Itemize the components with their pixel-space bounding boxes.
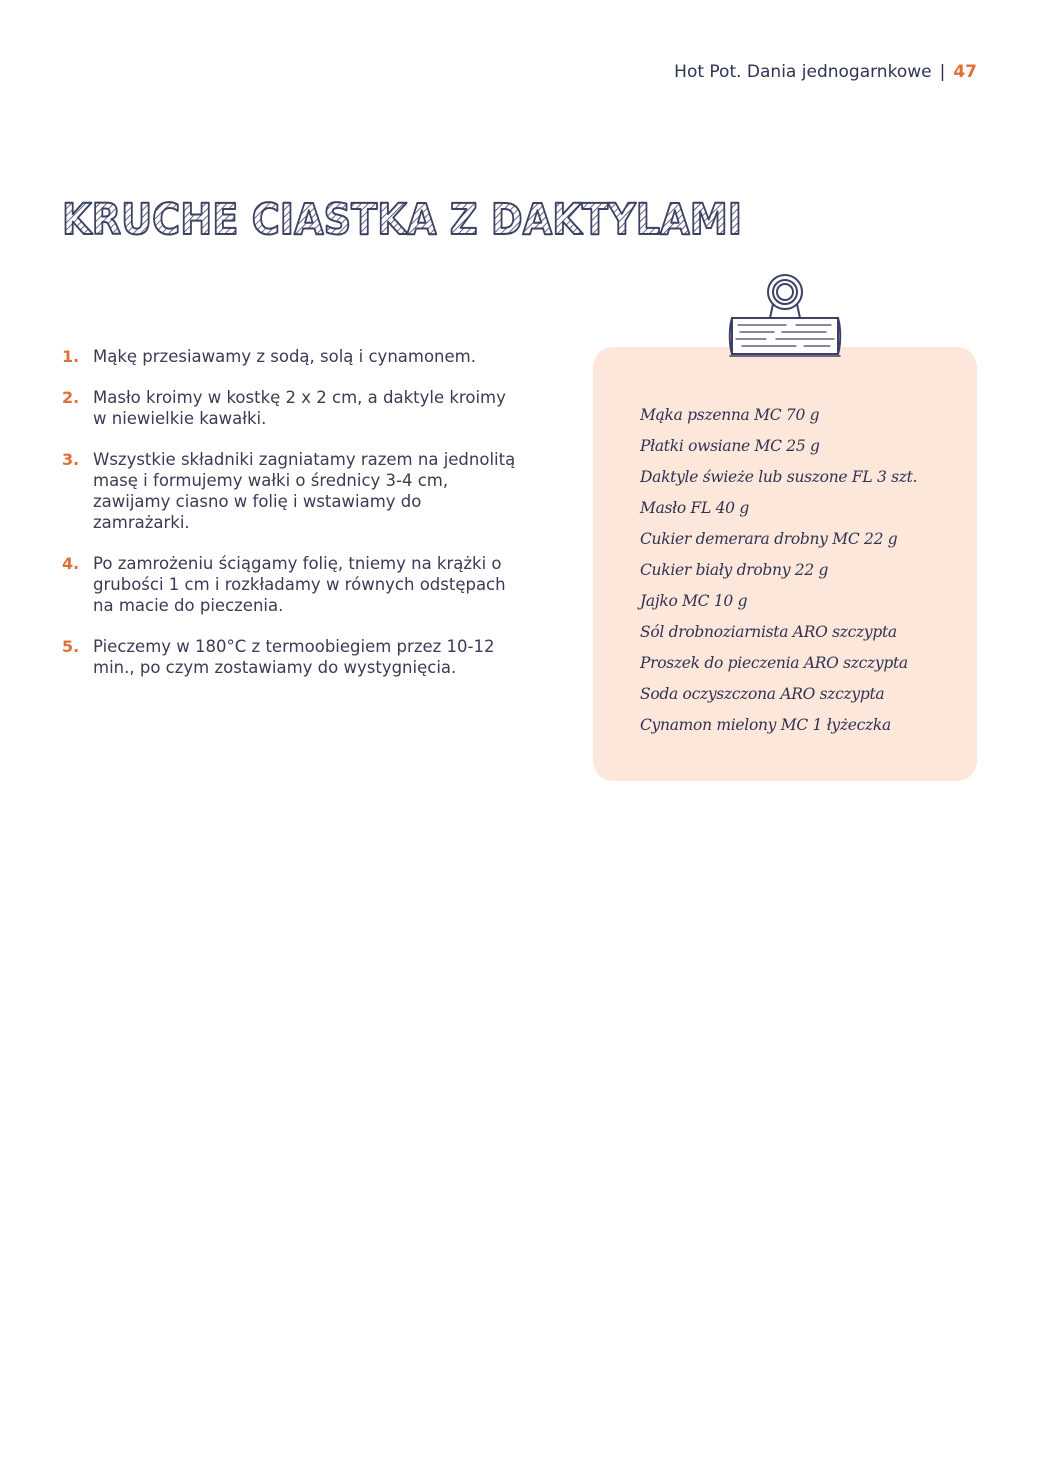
step-number: 2. — [62, 388, 80, 407]
step-item — [62, 449, 522, 533]
ingredient-item: Daktyle świeże lub suszone FL 3 szt. — [640, 468, 918, 486]
ingredient-item: Cukier demerara drobny MC 22 g — [640, 530, 898, 548]
ingredient-item: Proszek do pieczenia ARO szczypta — [640, 654, 908, 672]
ingredient-item: Płatki owsiane MC 25 g — [640, 437, 820, 455]
step-text: Po zamrożeniu ściągamy folię, tniemy na krążki o grubości 1 cm i rozkładamy w równych odstępach na macie do pieczenia. — [93, 554, 506, 615]
step-item — [62, 636, 522, 678]
book-title: Hot Pot. Dania jednogarnkowe — [674, 62, 932, 82]
step-text: Wszystkie składniki zagniatamy razem na jednolitą masę i formujemy wałki o średnicy 3-4 cm, zawijamy ciasno w folię i wstawiamy do zamrażarki. — [93, 450, 516, 532]
step-item — [62, 553, 522, 616]
step-number: 5. — [62, 637, 80, 656]
recipe-title — [60, 186, 780, 246]
recipe-title-text: KRUCHE CIASTKA Z DAKTYLAMI — [62, 195, 742, 245]
step-number: 4. — [62, 554, 80, 573]
step-text: Pieczemy w 180°C z termoobiegiem przez 10-12 min., po czym zostawiamy do wystygnięcia. — [93, 637, 495, 677]
ingredient-item: Mąka pszenna MC 70 g — [640, 406, 820, 424]
page-number: 47 — [953, 62, 977, 82]
step-item — [62, 346, 522, 367]
ingredient-item: Cynamon mielony MC 1 łyżeczka — [640, 716, 891, 734]
ingredient-item: Sól drobnoziarnista ARO szczypta — [640, 623, 897, 641]
ingredients-list — [640, 400, 960, 741]
binder-clip-icon — [726, 270, 844, 360]
step-item — [62, 387, 522, 429]
header-separator: | — [939, 62, 946, 82]
page-header — [674, 62, 977, 82]
step-text: Masło kroimy w kostkę 2 x 2 cm, a daktyle kroimy w niewielkie kawałki. — [93, 388, 506, 428]
steps-list — [62, 346, 522, 698]
ingredient-item: Cukier biały drobny 22 g — [640, 561, 829, 579]
ingredient-item: Soda oczyszczona ARO szczypta — [640, 685, 885, 703]
ingredient-item: Jajko MC 10 g — [640, 592, 748, 610]
step-text: Mąkę przesiawamy z sodą, solą i cynamonem. — [93, 347, 476, 366]
step-number: 1. — [62, 347, 80, 366]
step-number: 3. — [62, 450, 80, 469]
ingredient-item: Masło FL 40 g — [640, 499, 749, 517]
